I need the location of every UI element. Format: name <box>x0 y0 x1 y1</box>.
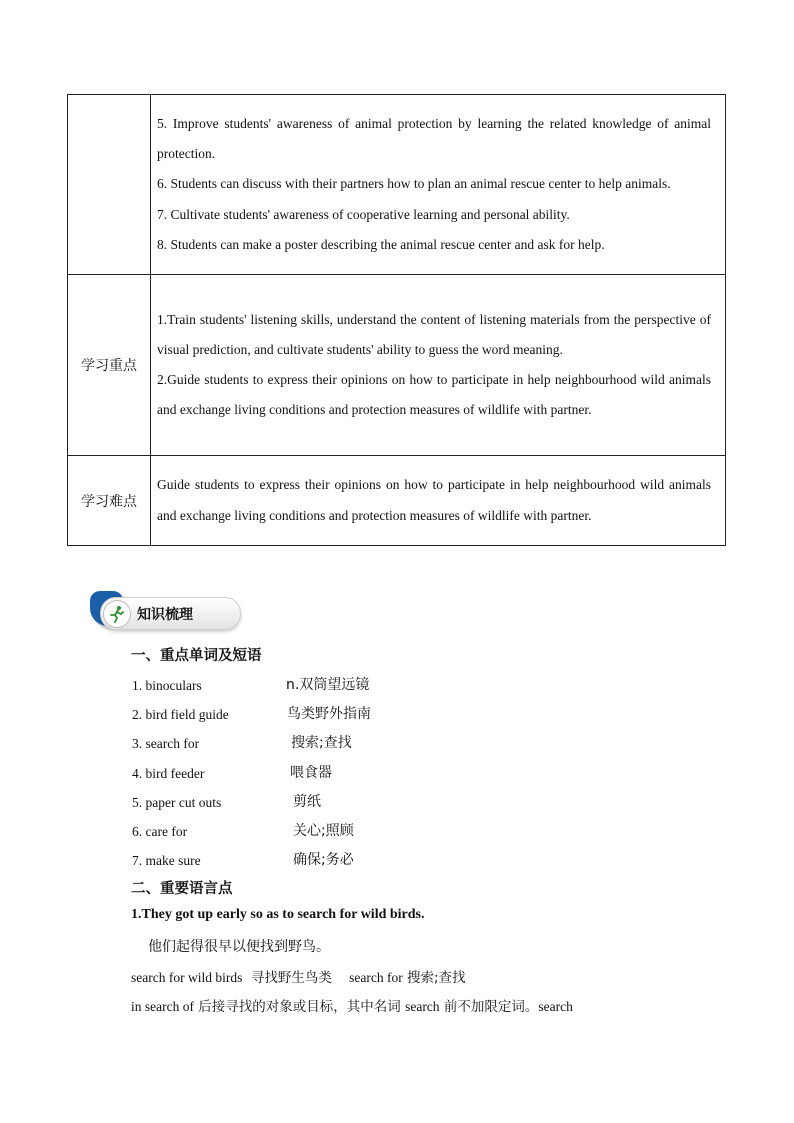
table-row <box>68 95 726 275</box>
row-label-difficulties: 学习难点 <box>68 456 151 546</box>
table-row <box>68 275 726 456</box>
table-row <box>68 456 726 546</box>
explanation-line: search for wild birds 寻找野生鸟类 search for 搜索;查找 <box>131 970 466 986</box>
explanation-line: in search of 后接寻找的对象或目标，其中名词 search 前不加限定词。search <box>131 999 573 1015</box>
row-content <box>151 456 726 546</box>
objective-5: 5. Improve students' awareness of animal protection by learning the related knowledge of animal protection. <box>157 115 711 162</box>
objectives-table <box>67 94 726 546</box>
row-label-key-points: 学习重点 <box>68 275 151 456</box>
points-heading: 二、重要语言点 <box>131 881 233 897</box>
key-point-2: 2.Guide students to express their opinions on how to participate in help neighbourhood wild animals and exchange living conditions and protection measures of wildlife with partner. <box>157 372 711 418</box>
section-header <box>90 591 240 631</box>
vocab-heading: 一、重点单词及短语 <box>131 648 262 664</box>
objective-7: 7. Cultivate students' awareness of cooperative learning and personal ability. <box>157 206 570 222</box>
example-sentence: 1.They got up early so as to search for wild birds. <box>131 907 425 922</box>
row-content <box>151 275 726 456</box>
row-label <box>68 95 151 275</box>
key-point-1: 1.Train students' listening skills, understand the content of listening materials from the perspective of visual prediction, and cultivate students' ability to guess the word meaning. <box>157 311 711 357</box>
row-content <box>151 95 726 275</box>
running-person-icon <box>103 600 131 628</box>
objective-8: 8. Students can make a poster describing the animal rescue center and ask for help. <box>157 236 605 252</box>
section-title: 知识梳理 <box>137 607 193 623</box>
objective-6: 6. Students can discuss with their partners how to plan an animal rescue center to help animals. <box>157 176 671 192</box>
example-translation: 他们起得很早以便找到野鸟。 <box>148 939 330 955</box>
difficulty-1: Guide students to express their opinions on how to participate in help neighbourhood wild animals and exchange living conditions and protection measures of wildlife with partner. <box>157 477 711 523</box>
